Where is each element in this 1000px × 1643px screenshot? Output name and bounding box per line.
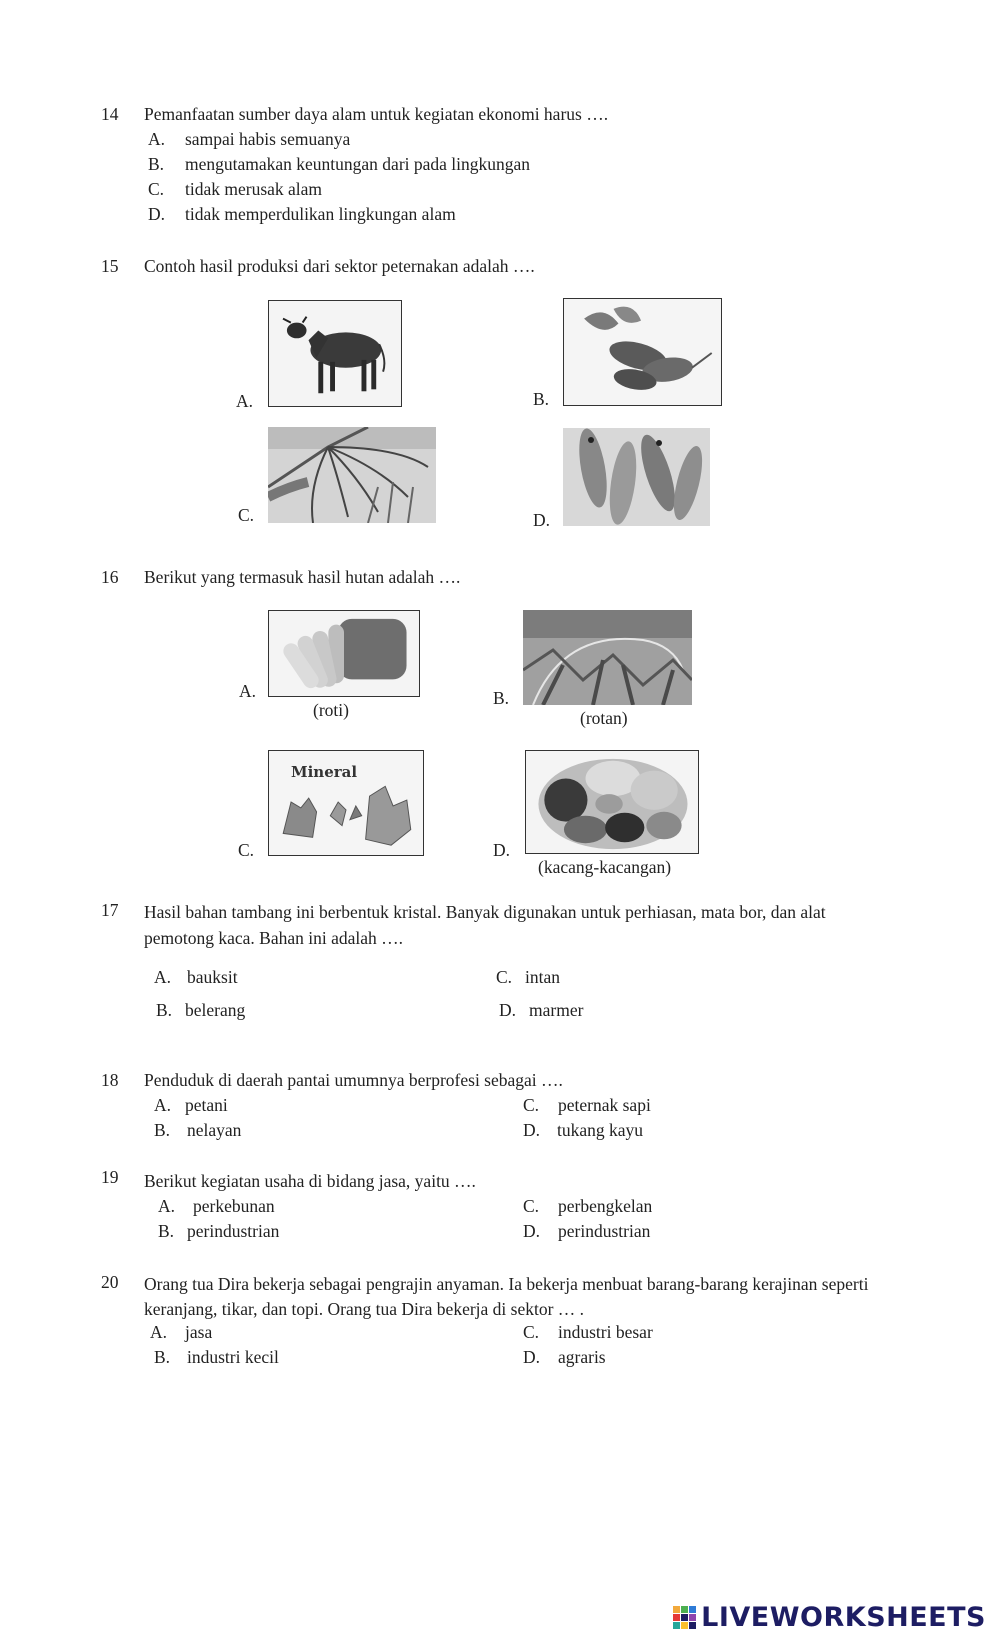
q19-option-b-letter: B.: [158, 1221, 175, 1241]
q18-option-c-text[interactable]: peternak sapi: [558, 1095, 651, 1115]
q20-number: 20: [101, 1272, 119, 1292]
q18-option-a-text[interactable]: petani: [185, 1095, 228, 1115]
fish-photo[interactable]: [563, 428, 710, 526]
q19-option-d-letter: D.: [523, 1221, 541, 1241]
liveworksheets-brand-text: LIVEWORKSHEETS: [701, 1602, 986, 1633]
beans-photo[interactable]: [525, 750, 699, 854]
rattan-photo[interactable]: [523, 610, 692, 705]
q14-option-a-letter: A.: [148, 129, 166, 149]
q14-option-d-text[interactable]: tidak memperdulikan lingkungan alam: [185, 204, 456, 224]
q18-option-b-letter: B.: [154, 1120, 171, 1140]
q16-option-a-letter: A.: [239, 681, 257, 701]
q14-option-b-text[interactable]: mengutamakan keuntungan dari pada lingkungan: [185, 154, 531, 174]
mineral-photo-label: Mineral: [291, 763, 358, 781]
q17-text: Hasil bahan tambang ini berbentuk kristal. Banyak digunakan untuk perhiasan, mata bor, dan alat pemotong kaca. Bahan ini adalah ….: [144, 902, 826, 948]
q15-option-a-letter: A.: [236, 391, 254, 411]
rice-plant-photo[interactable]: [268, 427, 436, 523]
q17-option-b-letter: B.: [156, 1000, 173, 1020]
q16-option-a-caption: (roti): [313, 700, 349, 720]
q20-option-c-letter: C.: [523, 1322, 540, 1342]
q18-option-b-text[interactable]: nelayan: [187, 1120, 242, 1140]
q20-text: Orang tua Dira bekerja sebagai pengrajin anyaman. Ia bekerja menbuat barang-barang kerajinan seperti keranjang, tikar, dan topi. Orang tua Dira bekerja di sektor … .: [144, 1274, 869, 1319]
liveworksheets-logo-icon: [673, 1606, 697, 1630]
q19-option-c-letter: C.: [523, 1196, 540, 1216]
q15-option-c-letter: C.: [238, 505, 255, 525]
q20-option-c-text[interactable]: industri besar: [558, 1322, 653, 1342]
q14-option-c-text[interactable]: tidak merusak alam: [185, 179, 323, 199]
q18-text: Penduduk di daerah pantai umumnya berprofesi sebagai ….: [144, 1070, 563, 1090]
q18-option-a-letter: A.: [154, 1095, 172, 1115]
liveworksheets-logo[interactable]: [673, 1602, 986, 1633]
q19-option-a-text[interactable]: perkebunan: [193, 1196, 275, 1216]
q16-option-d-letter: D.: [493, 840, 511, 860]
q14-option-d-letter: D.: [148, 204, 166, 224]
q18-number: 18: [101, 1070, 119, 1090]
q19-option-c-text[interactable]: perbengkelan: [558, 1196, 653, 1216]
q17-option-d-letter: D.: [499, 1000, 517, 1020]
q14-number: 14: [101, 104, 119, 124]
q15-option-b-letter: B.: [533, 389, 550, 409]
q19-option-d-text[interactable]: perindustrian: [558, 1221, 651, 1241]
q18-option-c-letter: C.: [523, 1095, 540, 1115]
cow-photo[interactable]: [268, 300, 402, 407]
q17-option-a-text[interactable]: bauksit: [187, 967, 238, 987]
q15-text: Contoh hasil produksi dari sektor peternakan adalah ….: [144, 256, 535, 276]
q17-number: 17: [101, 900, 119, 920]
q19-option-b-text[interactable]: perindustrian: [187, 1221, 280, 1241]
q14-option-a-text[interactable]: sampai habis semuanya: [185, 129, 351, 149]
q19-text: Berikut kegiatan usaha di bidang jasa, yaitu ….: [144, 1171, 476, 1191]
q15-option-d-letter: D.: [533, 510, 551, 530]
q14-option-b-letter: B.: [148, 154, 165, 174]
q16-option-b-letter: B.: [493, 688, 510, 708]
q17-option-c-letter: C.: [496, 967, 513, 987]
q18-option-d-text[interactable]: tukang kayu: [557, 1120, 644, 1140]
q20-option-b-text[interactable]: industri kecil: [187, 1347, 279, 1367]
q16-option-b-caption: (rotan): [580, 708, 628, 728]
q20-option-d-letter: D.: [523, 1347, 541, 1367]
q17-option-d-text[interactable]: marmer: [529, 1000, 584, 1020]
q14-text: Pemanfaatan sumber daya alam untuk kegiatan ekonomi harus ….: [144, 104, 609, 124]
q17-option-c-text[interactable]: intan: [525, 967, 560, 987]
q20-option-d-text[interactable]: agraris: [558, 1347, 606, 1367]
q16-option-c-letter: C.: [238, 840, 255, 860]
q20-option-a-letter: A.: [150, 1322, 168, 1342]
q16-number: 16: [101, 567, 119, 587]
mineral-photo[interactable]: [268, 750, 424, 856]
sweet-potato-photo[interactable]: [563, 298, 722, 406]
bread-photo[interactable]: [268, 610, 420, 697]
q19-option-a-letter: A.: [158, 1196, 176, 1216]
q16-option-d-caption: (kacang-kacangan): [538, 857, 672, 877]
q14-option-c-letter: C.: [148, 179, 165, 199]
q19-number: 19: [101, 1167, 119, 1187]
q18-option-d-letter: D.: [523, 1120, 541, 1140]
q15-number: 15: [101, 256, 119, 276]
q20-option-a-text[interactable]: jasa: [185, 1322, 213, 1342]
q17-option-a-letter: A.: [154, 967, 172, 987]
q17-option-b-text[interactable]: belerang: [185, 1000, 246, 1020]
q16-text: Berikut yang termasuk hasil hutan adalah ….: [144, 567, 461, 587]
q20-option-b-letter: B.: [154, 1347, 171, 1367]
